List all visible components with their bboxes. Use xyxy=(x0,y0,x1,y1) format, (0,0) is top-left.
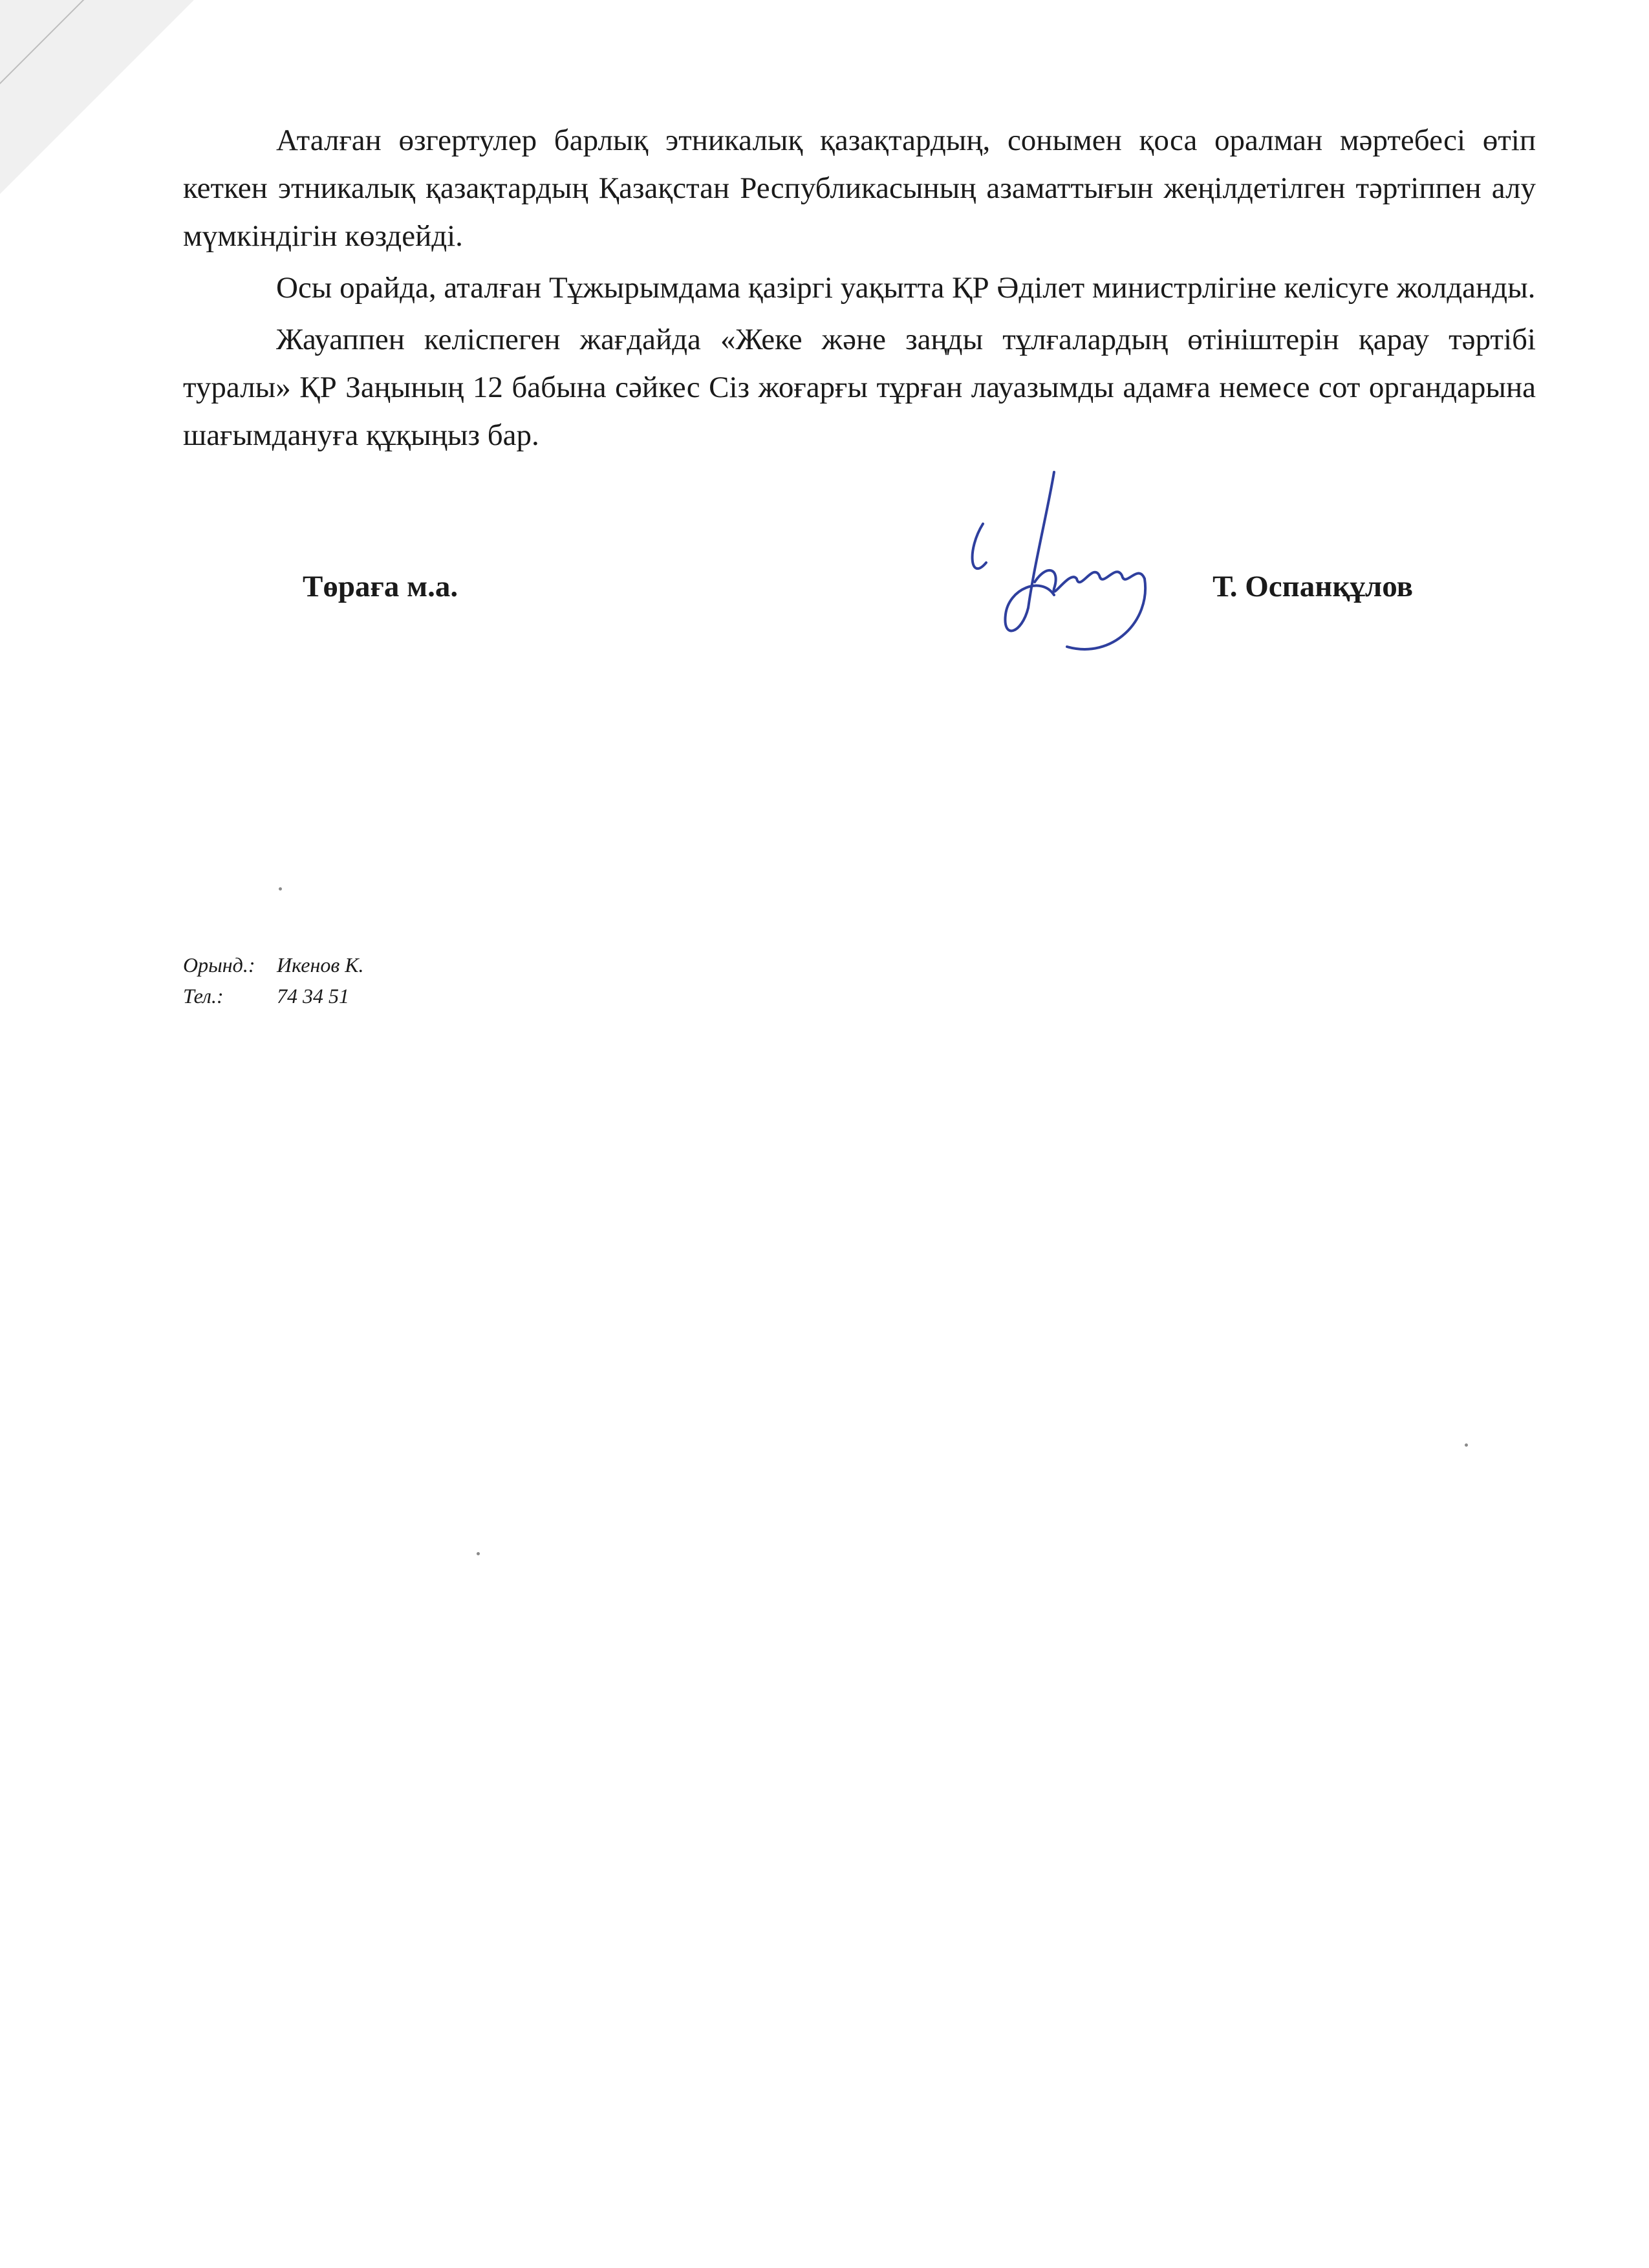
executor-name: Икенов К. xyxy=(277,953,364,977)
paragraph-appeal-right: Жауаппен келіспеген жағдайда «Жеке және заңды тұлғалардың өтініштерін қарау тәртібі туралы» ҚР Заңының 12 бабына сәйкес Сіз жоғарғы тұрған лауазымды адамға немесе сот органдарына шағымдануға құқыңыз бар. xyxy=(183,323,1536,452)
signatory-name: Т. Оспанқұлов xyxy=(1212,570,1413,603)
scan-speck xyxy=(279,887,282,891)
phone-number: 74 34 51 xyxy=(277,984,349,1008)
phone-label: Тел.: xyxy=(183,984,224,1008)
signature-block xyxy=(183,550,1536,640)
scan-speck xyxy=(1465,1443,1468,1447)
phone-row xyxy=(183,980,364,1011)
signature-stroke-loops xyxy=(1035,570,1145,592)
executor-row xyxy=(183,949,364,980)
folded-corner-shadow xyxy=(0,0,194,194)
executor-footer xyxy=(183,949,364,1011)
signatory-title: Төраға м.а. xyxy=(303,570,458,603)
paragraph-changes: Аталған өзгертулер барлық этникалық қазақтардың, сонымен қоса оралман мәртебесі өтіп кеткен этникалық қазақтардың Қазақстан Республикасының азаматтығын жеңілдетілген тәртіппен алу мүмкіндігін көздейді. xyxy=(183,124,1536,253)
signature-stroke-curve xyxy=(973,524,986,568)
signature-stroke-main xyxy=(1005,472,1054,631)
signature-stroke-tail xyxy=(1067,579,1145,649)
paragraph-concept: Осы орайда, аталған Тұжырымдама қазіргі уақытта ҚР Әділет министрлігіне келісуге жолданды. xyxy=(276,271,1536,305)
executor-label: Орынд.: xyxy=(183,953,255,977)
letter-body xyxy=(183,116,1536,463)
handwritten-signature xyxy=(957,466,1177,660)
scan-speck xyxy=(477,1552,480,1555)
